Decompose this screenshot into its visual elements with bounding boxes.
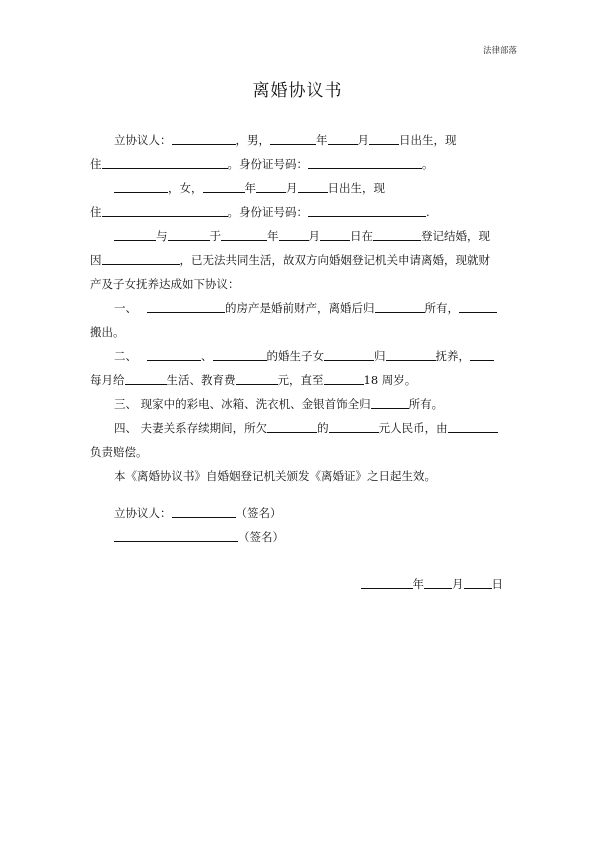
place-blank[interactable]: [373, 229, 421, 241]
name-blank[interactable]: [114, 229, 156, 241]
year-blank[interactable]: [270, 133, 316, 145]
clause-4-text: 四、 夫妻关系存续期间，所欠: [114, 421, 268, 435]
clause-2-cont: [90, 372, 416, 388]
gender-text: ，女，: [168, 181, 203, 195]
day-blank[interactable]: [320, 229, 350, 241]
of-text: 的: [317, 421, 329, 435]
clause-number: 一、: [114, 301, 137, 315]
child-text: 的婚生子女: [266, 349, 324, 363]
registered-text: 登记结婚，现: [421, 229, 490, 243]
house-text: 的房产是婚前财产，离婚后归: [225, 301, 375, 315]
monthly-text: 每月给: [90, 373, 125, 387]
party2-line: [114, 180, 385, 196]
birth-text: 日出生，现: [327, 181, 385, 195]
signatory-label: 立协议人：: [114, 506, 172, 520]
at-text: 于: [209, 229, 221, 243]
year-text: 年: [267, 229, 279, 243]
end-text: 所有。: [408, 397, 444, 411]
clause-1-cont: 搬出。: [90, 325, 125, 339]
reason-text: ，已无法共同生活，故双方向婚姻登记机关申请离婚，现就财: [179, 253, 490, 267]
child-blank[interactable]: [324, 373, 364, 385]
id-blank[interactable]: [308, 157, 422, 169]
birth-text: 日出生，现: [399, 133, 457, 147]
address-blank[interactable]: [102, 205, 228, 217]
sign-text: （签名）: [235, 506, 282, 520]
yuan-text: 元，直至: [277, 373, 324, 387]
owner-blank[interactable]: [371, 397, 409, 409]
effect-clause: 本《离婚协议书》自婚姻登记机关颁发《离婚证》之日起生效。: [114, 469, 436, 483]
clause-4-cont: 负责赔偿。: [90, 445, 148, 459]
rmb-text: 元人民币，由: [378, 421, 448, 435]
live-text: 住: [90, 205, 102, 219]
day-at-text: 日在: [350, 229, 373, 243]
month-text: 月: [308, 229, 320, 243]
year-text: 年: [244, 181, 256, 195]
day-blank[interactable]: [464, 577, 492, 589]
party-label: 立协议人：: [114, 133, 172, 147]
month-text: 月: [357, 133, 369, 147]
name-blank[interactable]: [168, 229, 210, 241]
signature-line-2: [114, 529, 284, 545]
agreement-intro: 产及子女抚养达成如下协议：: [90, 277, 240, 291]
party1-address-line: [90, 156, 434, 172]
name-blank[interactable]: [114, 181, 168, 193]
month-text: 月: [452, 577, 464, 591]
payer-blank[interactable]: [470, 349, 494, 361]
house-blank[interactable]: [147, 301, 225, 313]
guardian-blank[interactable]: [386, 349, 436, 361]
day-text: 日: [491, 577, 503, 591]
and-text: 与: [156, 229, 168, 243]
signature-blank[interactable]: [114, 530, 238, 542]
end-text: 。: [422, 157, 434, 171]
debtor-blank[interactable]: [448, 421, 498, 433]
party2-address-line: [90, 204, 430, 220]
reason-blank[interactable]: [102, 253, 180, 265]
due-text: 因: [90, 253, 102, 267]
id-text: 。身份证号码：: [227, 157, 308, 171]
marriage-line: [114, 228, 490, 244]
signature-blank[interactable]: [172, 506, 236, 518]
age-text: 18 周岁。: [363, 373, 417, 387]
year-blank[interactable]: [361, 577, 413, 589]
own-text: 所有，: [424, 301, 459, 315]
day-blank[interactable]: [298, 181, 328, 193]
end-text: .: [426, 205, 430, 219]
mover-blank[interactable]: [459, 301, 497, 313]
living-text: 生活、教育费: [166, 373, 236, 387]
source-watermark: 法律部落: [482, 46, 517, 56]
amount-blank[interactable]: [236, 373, 278, 385]
name-blank[interactable]: [147, 349, 201, 361]
id-blank[interactable]: [308, 205, 426, 217]
year-blank[interactable]: [221, 229, 267, 241]
amount-blank[interactable]: [329, 421, 379, 433]
clause-number: 二、: [114, 349, 137, 363]
creditor-blank[interactable]: [267, 421, 317, 433]
raise-text: 抚养，: [435, 349, 470, 363]
name-blank[interactable]: [172, 133, 236, 145]
id-text: 。身份证号码：: [227, 205, 308, 219]
day-blank[interactable]: [369, 133, 399, 145]
party1-line: [114, 132, 457, 148]
to-text: 归: [374, 349, 386, 363]
child-name-blank[interactable]: [324, 349, 374, 361]
year-blank[interactable]: [203, 181, 245, 193]
month-blank[interactable]: [328, 133, 358, 145]
sep-text: 、: [201, 349, 213, 363]
address-blank[interactable]: [102, 157, 228, 169]
owner-blank[interactable]: [375, 301, 425, 313]
month-blank[interactable]: [256, 181, 286, 193]
document-title: 离婚协议书: [252, 81, 343, 101]
year-text: 年: [316, 133, 328, 147]
gender-text: ，男，: [235, 133, 270, 147]
reason-line: [90, 252, 490, 268]
clause-4: [114, 420, 498, 436]
clause-2: [114, 348, 494, 364]
recipient-blank[interactable]: [125, 373, 167, 385]
sign-text: （签名）: [238, 530, 284, 544]
clause-3: [114, 396, 443, 412]
live-text: 住: [90, 157, 102, 171]
clause-3-text: 三、 现家中的彩电、冰箱、洗衣机、金银首饰全归: [114, 397, 371, 411]
month-blank[interactable]: [424, 577, 452, 589]
signature-line-1: [114, 505, 282, 521]
month-blank[interactable]: [279, 229, 309, 241]
signing-date: [361, 576, 504, 592]
name-blank[interactable]: [213, 349, 267, 361]
year-text: 年: [412, 577, 424, 591]
clause-1: [114, 300, 497, 316]
month-text: 月: [286, 181, 298, 195]
